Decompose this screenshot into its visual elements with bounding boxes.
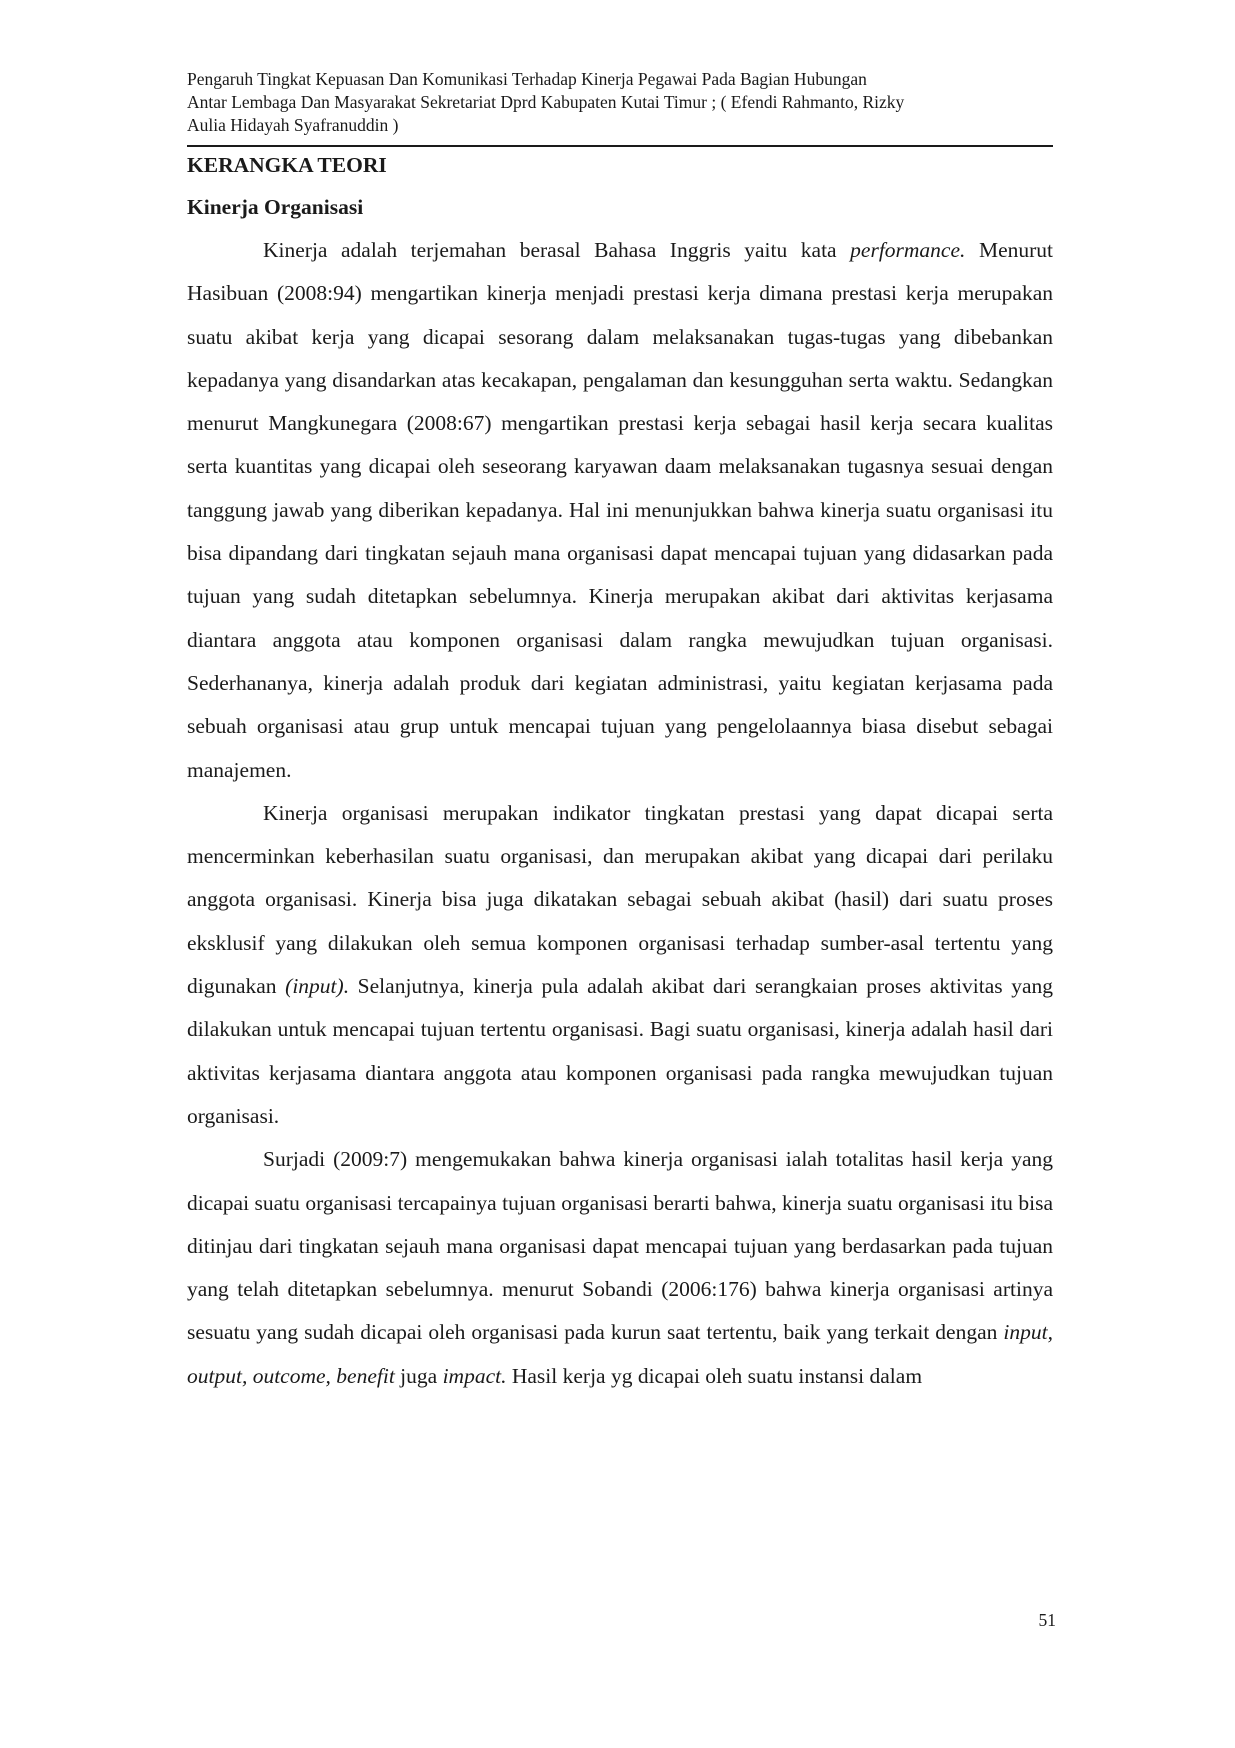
text-segment: Menurut Hasibuan (2008:94) mengartikan kinerja menjadi prestasi kerja dimana prestasi kerja merupakan suatu akibat kerja yang dicapai sesorang dalam melaksanakan tugas-tugas yang dibebankan kepadanya yang disandarkan atas kecakapan, pengalaman dan kesungguhan serta waktu. Sedangkan menurut Mangkunegara (2008:67) mengartikan prestasi kerja sebagai hasil kerja secara kualitas serta kuantitas yang dicapai oleh seseorang karyawan daam melaksanakan tugasnya sesuai dengan tanggung jawab yang diberikan kepadanya. Hal ini menunjukkan bahwa kinerja suatu organisasi itu bisa dipandang dari tingkatan sejauh mana organisasi dapat mencapai tujuan yang didasarkan pada tujuan yang sudah ditetapkan sebelumnya. Kinerja merupakan akibat dari aktivitas kerjasama diantara anggota atau komponen organisasi dalam rangka mewujudkan tujuan organisasi. Sederhananya, kinerja adalah produk dari kegiatan administrasi, yaitu kegiatan kerjasama pada sebuah organisasi atau grup untuk mencapai tujuan yang pengelolaannya biasa disebut sebagai manajemen. — [187, 238, 1053, 782]
text-segment: Surjadi (2009:7) mengemukakan bahwa kinerja organisasi ialah totalitas hasil kerja yang dicapai suatu organisasi tercapainya tujuan organisasi berarti bahwa, kinerja suatu organisasi itu bisa ditinjau dari tingkatan sejauh mana organisasi dapat mencapai tujuan yang berdasarkan pada tujuan yang telah ditetapkan sebelumnya. menurut Sobandi (2006:176) bahwa kinerja organisasi artinya sesuatu yang sudah dicapai oleh organisasi pada kurun saat tertentu, baik yang terkait dengan — [187, 1147, 1053, 1345]
italic-term: (input). — [285, 974, 350, 999]
subsection-title: Kinerja Organisasi — [187, 195, 364, 219]
text-segment: Kinerja adalah terjemahan berasal Bahasa Inggris yaitu kata — [263, 238, 851, 262]
body-text — [187, 229, 1053, 1398]
text-segment: Hasil kerja yg dicapai oleh suatu instansi dalam — [506, 1363, 923, 1388]
italic-term: input, output, outcome, benefit — [187, 1320, 1053, 1388]
paper-page — [187, 68, 1053, 1398]
running-header — [187, 68, 1053, 147]
running-header-line: Antar Lembaga Dan Masyarakat Sekretariat Dprd Kabupaten Kutai Timur ; ( Efendi Rahmanto, Rizky — [187, 92, 905, 112]
text-segment: juga — [394, 1363, 443, 1388]
paragraph — [187, 229, 1053, 792]
text-segment: Kinerja organisasi merupakan indikator tingkatan prestasi yang dapat dicapai serta mencerminkan keberhasilan suatu organisasi, dan merupakan akibat yang dicapai dari perilaku anggota organisasi. Kinerja bisa juga dikatakan sebagai sebuah akibat (hasil) dari suatu proses eksklusif yang dilakukan oleh semua komponen organisasi terhadap sumber-asal tertentu yang digunakan — [187, 800, 1053, 999]
paragraph — [187, 1138, 1053, 1398]
running-header-line: Aulia Hidayah Syafranuddin ) — [187, 115, 399, 135]
section-title: KERANGKA TEORI — [187, 153, 387, 177]
paragraph — [187, 792, 1053, 1138]
italic-term: impact. — [442, 1363, 507, 1388]
text-segment: Selanjutnya, kinerja pula adalah akibat dari serangkaian proses aktivitas yang dilakukan untuk mencapai tujuan tertentu organisasi. Bagi suatu organisasi, kinerja adalah hasil dari aktivitas kerjasama diantara anggota atau komponen organisasi pada rangka mewujudkan tujuan organisasi. — [187, 974, 1053, 1128]
page-number: 51 — [1038, 1610, 1056, 1630]
running-header-line: Pengaruh Tingkat Kepuasan Dan Komunikasi Terhadap Kinerja Pegawai Pada Bagian Hubungan — [187, 69, 867, 89]
italic-term: performance. — [850, 238, 966, 262]
